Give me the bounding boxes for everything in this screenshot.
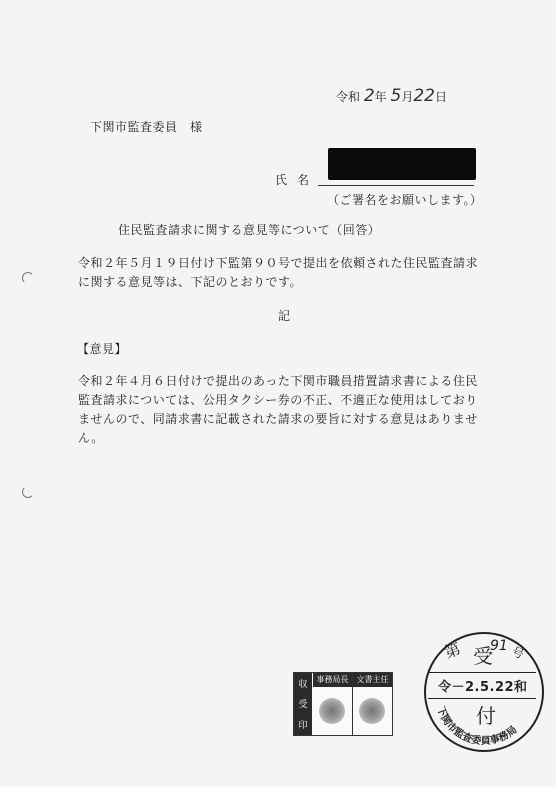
addressee: 下関市監査委員 様 bbox=[90, 120, 203, 134]
date-month-handwritten: 5 bbox=[390, 86, 402, 106]
signature-note: （ご署名をお願いします。） bbox=[327, 193, 483, 207]
date-day-handwritten: 22 bbox=[413, 86, 435, 106]
col-document-chief: 文書主任 bbox=[353, 673, 392, 687]
svg-text:下関市監査委員事務局: 下関市監査委員事務局 bbox=[434, 705, 520, 748]
name-label: 氏名 bbox=[275, 173, 320, 187]
punch-hole-mark bbox=[22, 272, 34, 284]
redacted-name-block bbox=[328, 148, 476, 180]
col-director: 事務局長 bbox=[313, 673, 352, 687]
blurred-hanko-seal bbox=[319, 698, 345, 724]
signature-line bbox=[318, 185, 474, 186]
date-year-handwritten: 2 bbox=[363, 86, 375, 106]
punch-hole-mark bbox=[22, 486, 34, 498]
receipt-side-label: 収 受 印 bbox=[294, 673, 312, 735]
receipt-date-stamp: 第 受 91 号 令－2.5.22和 付 下関市監査委員事務局 bbox=[424, 632, 544, 752]
receipt-seal-box bbox=[293, 672, 393, 736]
intro-paragraph: 令和２年５月１９日付け下監第９０号で提出を依頼された住民監査請求に関する意見等は、下記のとおりです。 bbox=[78, 256, 479, 289]
stamp-date: 令－2.5.22和 bbox=[438, 680, 528, 695]
document-subject: 住民監査請求に関する意見等について（回答） bbox=[118, 223, 381, 237]
ki-heading: 記 bbox=[278, 309, 291, 323]
opinion-heading: 【意見】 bbox=[77, 342, 128, 356]
blurred-hanko-seal bbox=[359, 698, 385, 724]
stamp-organization-arc bbox=[426, 634, 542, 750]
document-date: 令和 2年 5月22日 bbox=[336, 86, 448, 106]
opinion-paragraph: 令和２年４月６日付けで提出のあった下関市職員措置請求書による住民監査請求については、公用タクシー券の不正、不適正な使用はしておりませんので、同請求書に記載された請求の要旨に対する意見はありません。 bbox=[78, 374, 478, 445]
